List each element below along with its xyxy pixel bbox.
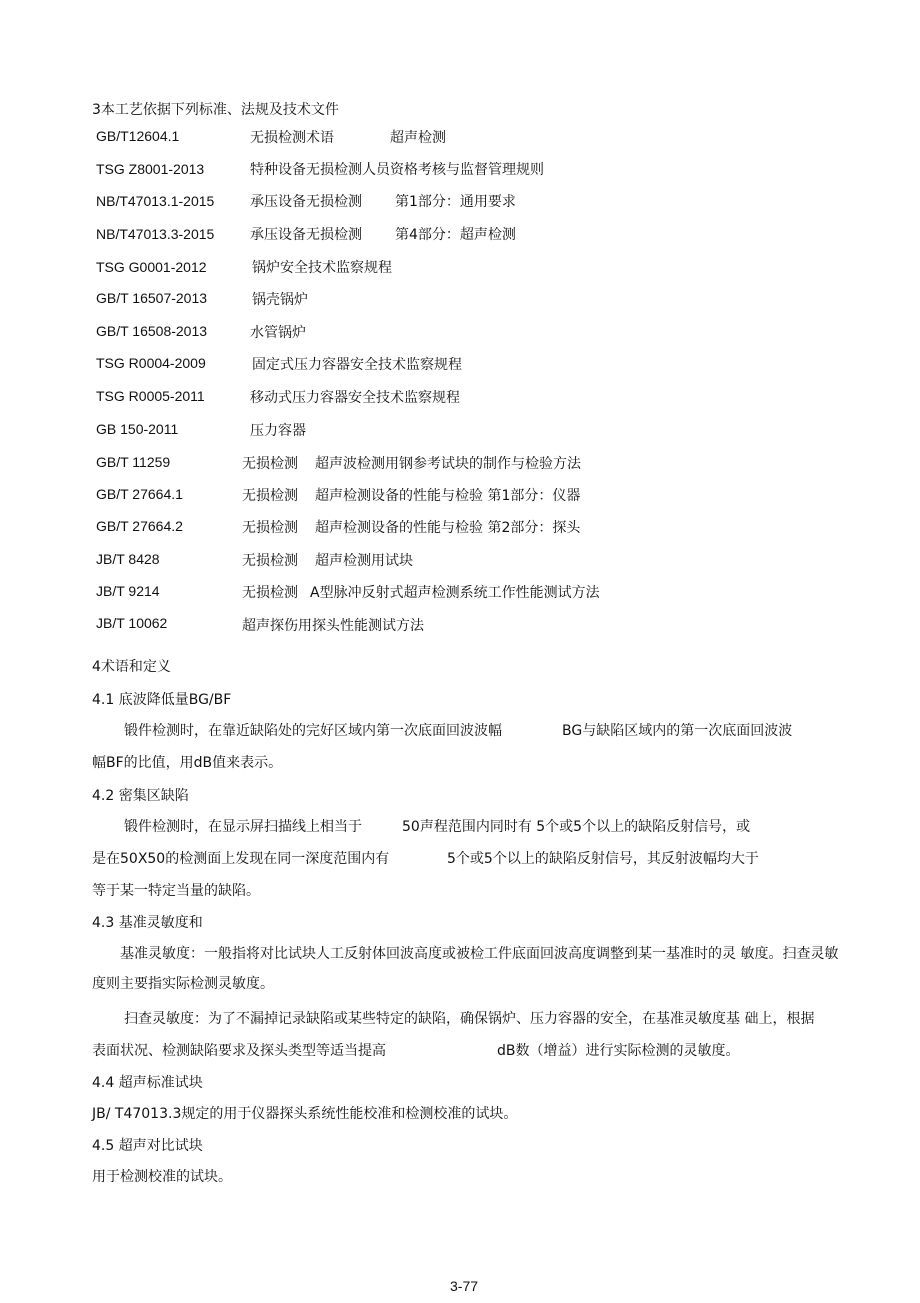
standard-code: GB 150-2011 <box>96 421 179 437</box>
standard-subtitle: 超声检测用试块 <box>315 553 413 569</box>
standard-title: 固定式压力容器安全技术监察规程 <box>252 357 462 373</box>
standard-subtitle: 超声检测 <box>390 130 446 146</box>
paragraph-text: 扫查灵敏度：为了不漏掉记录缺陷或某些特定的缺陷，确保锅炉、压力容器的安全，在基准灵敏度基 础上，根据 <box>124 1011 815 1027</box>
standard-subtitle: A型脉冲反射式超声检测系统工作性能测试方法 <box>310 585 600 601</box>
page-number: 3-77 <box>450 1278 479 1294</box>
standard-title: 无损检测 <box>242 585 298 601</box>
standard-subtitle: 第4部分：超声检测 <box>395 227 516 243</box>
standard-code: GB/T 16508-2013 <box>96 323 208 339</box>
standard-subtitle: 超声检测设备的性能与检验 第2部分：探头 <box>315 520 581 536</box>
standard-title: 承压设备无损检测 <box>250 227 362 243</box>
standard-title: 压力容器 <box>250 423 306 439</box>
standard-code: GB/T 27664.1 <box>96 486 183 502</box>
standard-code: GB/T 11259 <box>96 454 171 470</box>
standard-subtitle: 第1部分：通用要求 <box>395 194 516 210</box>
standard-title: 无损检测 <box>242 553 298 569</box>
subsection-heading: 4.2 密集区缺陷 <box>92 788 189 804</box>
standard-title: 承压设备无损检测 <box>250 194 362 210</box>
subsection-heading: 4.5 超声对比试块 <box>92 1138 203 1154</box>
paragraph-text: BG与缺陷区域内的第一次底面回波波 <box>562 723 793 739</box>
paragraph-text: dB数（增益）进行实际检测的灵敏度。 <box>497 1043 740 1059</box>
standard-code: JB/T 10062 <box>96 615 168 631</box>
standard-code: TSG R0005-2011 <box>96 388 205 404</box>
standard-subtitle: 超声检测设备的性能与检验 第1部分：仪器 <box>315 488 581 504</box>
paragraph-text: JB/ T47013.3规定的用于仪器探头系统性能校准和检测校准的试块。 <box>92 1106 518 1122</box>
paragraph-text: 等于某一特定当量的缺陷。 <box>92 883 260 899</box>
standard-code: JB/T 9214 <box>96 583 160 599</box>
paragraph-text: 50声程范围内同时有 5个或5个以上的缺陷反射信号，或 <box>402 819 751 835</box>
paragraph-text: 表面状况、检测缺陷要求及探头类型等适当提高 <box>92 1043 386 1059</box>
standard-title: 锅壳锅炉 <box>252 292 308 308</box>
paragraph-text: 幅BF的比值，用dB值来表示。 <box>92 755 283 771</box>
standard-code: NB/T47013.3-2015 <box>96 226 215 242</box>
paragraph-text: 5个或5个以上的缺陷反射信号，其反射波幅均大于 <box>447 851 759 867</box>
standard-title: 无损检测 <box>242 520 298 536</box>
paragraph-text: 锻件检测时，在靠近缺陷处的完好区域内第一次底面回波波幅 <box>124 723 502 739</box>
paragraph-text: 锻件检测时，在显示屏扫描线上相当于 <box>124 819 362 835</box>
paragraph-text: 用于检测校准的试块。 <box>92 1169 232 1185</box>
standard-title: 无损检测 <box>242 456 298 472</box>
standard-code: GB/T 27664.2 <box>96 518 183 534</box>
subsection-heading: 4.3 基准灵敏度和 <box>92 915 203 931</box>
standard-title: 特种设备无损检测人员资格考核与监督管理规则 <box>250 162 544 178</box>
subsection-heading: 4.4 超声标准试块 <box>92 1075 203 1091</box>
standard-code: NB/T47013.1-2015 <box>96 193 215 209</box>
standard-code: JB/T 8428 <box>96 551 160 567</box>
standard-code: TSG R0004-2009 <box>96 355 206 371</box>
paragraph-text: 是在50X50的检测面上发现在同一深度范围内有 <box>92 851 390 867</box>
section-4-heading: 4术语和定义 <box>92 659 171 675</box>
paragraph-text: 基准灵敏度：一般指将对比试块人工反射体回波高度或被检工件底面回波高度调整到某一基准时的灵 敏度。扫查灵敏度则主要指实际检测灵敏度。 <box>92 946 839 992</box>
standard-code: TSG G0001-2012 <box>96 259 207 275</box>
standard-title: 无损检测 <box>242 488 298 504</box>
standard-title: 超声探伤用探头性能测试方法 <box>242 618 424 634</box>
standard-title: 水管锅炉 <box>250 325 306 341</box>
standard-code: GB/T12604.1 <box>96 128 180 144</box>
standard-code: TSG Z8001-2013 <box>96 161 205 177</box>
standard-title: 无损检测术语 <box>250 130 334 146</box>
subsection-heading: 4.1 底波降低量BG/BF <box>92 692 232 708</box>
standard-code: GB/T 16507-2013 <box>96 290 208 306</box>
section-3-heading: 3本工艺依据下列标准、法规及技术文件 <box>92 102 339 118</box>
standard-title: 移动式压力容器安全技术监察规程 <box>250 390 460 406</box>
standard-subtitle: 超声波检测用钢参考试块的制作与检验方法 <box>315 456 581 472</box>
standard-title: 锅炉安全技术监察规程 <box>252 260 392 276</box>
